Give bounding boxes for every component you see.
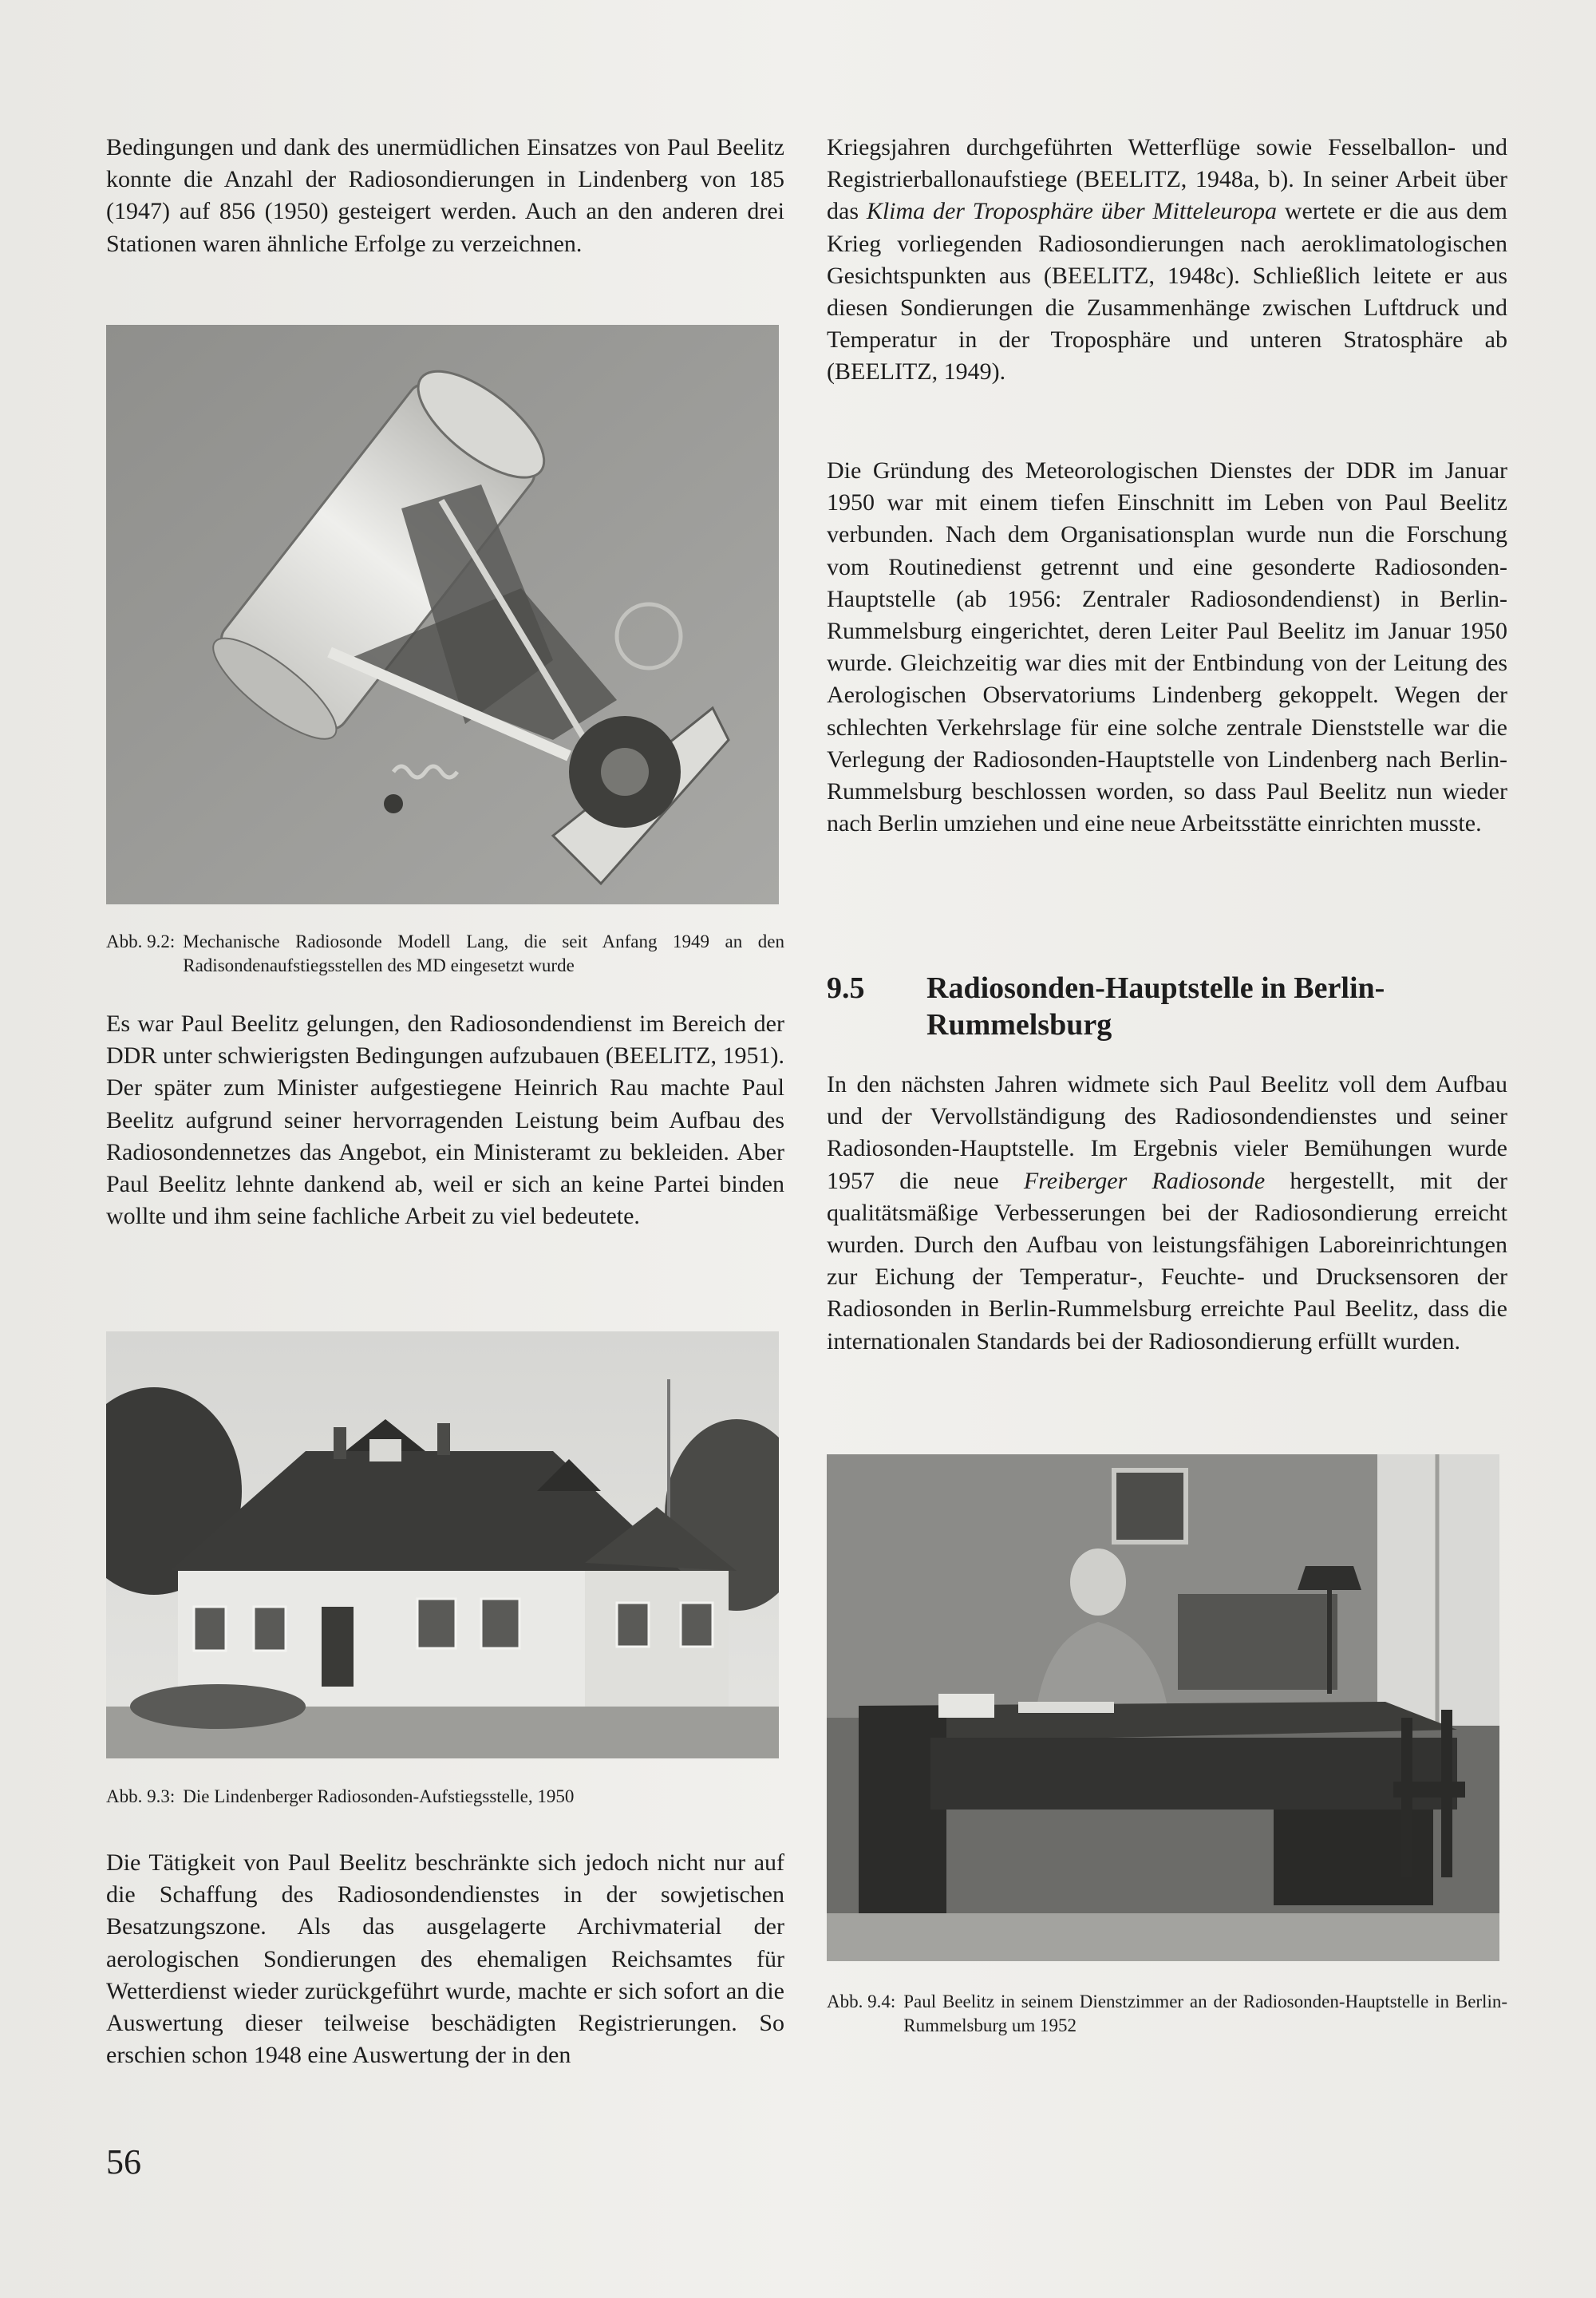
figure-caption-9-2 — [106, 930, 784, 978]
caption-text: Paul Beelitz in seinem Dienstzimmer an der Radiosonden-Hauptstelle in Berlin-Rummelsburg um 1952 — [903, 1991, 1507, 2035]
figure-office-photo — [827, 1454, 1499, 1961]
right-paragraph-3 — [827, 1069, 1507, 1358]
section-heading-9-5 — [827, 970, 1507, 1043]
left-paragraph-3: Die Tätigkeit von Paul Beelitz beschränkte sich jedoch nicht nur auf die Schaffung des Radiosondendienstes in der sowjetischen Besatzungszone. Als das ausgelagerte Archivmaterial der aerologischen Sondierungen des ehemaligen Reichsamtes für Wetterdienst wieder zurückgeführt wurde, machte er sich sofort an die Auswertung dieser teilweise beschädigten Registrierungen. So erschien schon 1948 eine Auswertung der in den — [106, 1849, 784, 2069]
right-paragraph-1-italic: Klima der Troposphäre über Mitteleuropa — [866, 198, 1278, 225]
caption-label: Abb. 9.4: — [827, 1991, 896, 2011]
right-paragraph-1-text-b: wertete er die aus dem Krieg vorliegenden Radiosondierungen nach aeroklimatologischen Gesichtspunkten aus (BEELITZ, 1948c). Schließlich leitete er aus diesen Sondierungen die Zusammenhänge zwischen Luftdruck und Temperatur in der Troposphäre und unteren Stratosphäre ab (BEELITZ, 1949). — [827, 198, 1507, 386]
right-paragraph-3-text-a: In den nächsten Jahren widmete sich Paul Beelitz voll dem Aufbau und der Vervollständigung des Radiosondendienstes und seiner Radiosonden-Hauptstelle. Im Ergebnis vieler Bemühungen wurde 1957 die neue — [827, 1071, 1507, 1194]
radiosonde-image — [106, 325, 779, 904]
figure-caption-9-3 — [106, 1785, 784, 1809]
right-paragraph-2: Die Gründung des Meteorologischen Dienstes der DDR im Januar 1950 war mit einem tiefen Einschnitt im Leben von Paul Beelitz verbunden. Nach dem Organisationsplan wurde nun die Forschung vom Routinedienst getrennt und eine gesonderte Radiosonden-Hauptstelle (ab 1956: Zentraler Radiosondendienst) in Berlin-Rummelsburg eingerichtet, deren Leiter Paul Beelitz im Januar 1950 wurde. Gleichzeitig war dies mit der Entbindung von der Leitung des Aerologischen Observatoriums Lindenberg gekoppelt. Wegen der schlechten Verkehrslage für eine solche zentrale Dienststelle war die Verlegung der Radiosonden-Hauptstelle von Lindenberg nach Berlin-Rummelsburg beschlossen worden, so dass Paul Beelitz nun wieder nach Berlin umziehen und eine neue Arbeitsstätte einrichten musste. — [827, 457, 1507, 837]
right-paragraph-1-text-a: Kriegsjahren durchgeführten Wetterflüge sowie Fesselballon- und Registrierballonaufstiege (BEELITZ, 1948a, b). In seiner Arbeit über das — [827, 134, 1507, 225]
figure-building-photo — [106, 1331, 779, 1758]
section-title: Radiosonden-Hauptstelle in Berlin-Rummelsburg — [926, 971, 1385, 1042]
left-paragraph-1: Bedingungen und dank des unermüdlichen Einsatzes von Paul Beelitz konnte die Anzahl der Radiosondierungen in Lindenberg von 185 (1947) auf 856 (1950) gesteigert werden. Auch an den anderen drei Stationen waren ähnliche Erfolge zu verzeichnen. — [106, 134, 784, 257]
section-number: 9.5 — [827, 971, 865, 1005]
caption-label: Abb. 9.3: — [106, 1786, 176, 1806]
page-number: 56 — [106, 2142, 141, 2181]
right-paragraph-3-text-b: hergestellt, mit der qualitätsmäßige Verbesserungen bei der Radiosondierung erreicht wurden. Durch den Aufbau von leistungsfähigen Laboreinrichtungen zur Eichung der Temperatur-, Feuchte- und Drucksensoren der Radiosonden in Berlin-Rummelsburg erreichte Paul Beelitz, dass die internationalen Standards bei der Radiosondierung erfüllt wurden. — [827, 1167, 1507, 1355]
building-image — [106, 1331, 779, 1758]
right-paragraph-1 — [827, 132, 1507, 389]
caption-text: Die Lindenberger Radiosonden-Aufstiegsstelle, 1950 — [183, 1786, 575, 1806]
left-paragraph-2: Es war Paul Beelitz gelungen, den Radiosondendienst im Bereich der DDR unter schwierigsten Bedingungen aufzubauen (BEELITZ, 1951). Der später zum Minister aufgestiegene Heinrich Rau machte Paul Beelitz aufgrund seiner hervorragenden Leistung beim Aufbau des Radiosondennetzes das Angebot, ein Ministeramt zu bekleiden. Aber Paul Beelitz lehnte dankend ab, weil er sich an keine Partei binden wollte und ihm seine fachliche Arbeit zu viel bedeutete. — [106, 1011, 784, 1230]
caption-label: Abb. 9.2: — [106, 931, 176, 951]
figure-radiosonde-photo — [106, 325, 779, 904]
figure-caption-9-4 — [827, 1990, 1507, 2038]
caption-text: Mechanische Radiosonde Modell Lang, die seit Anfang 1949 an den Radisondenaufstiegsstellen des MD eingesetzt wurde — [183, 931, 784, 975]
office-image — [827, 1454, 1499, 1961]
right-paragraph-3-italic: Freiberger Radiosonde — [1023, 1167, 1266, 1194]
